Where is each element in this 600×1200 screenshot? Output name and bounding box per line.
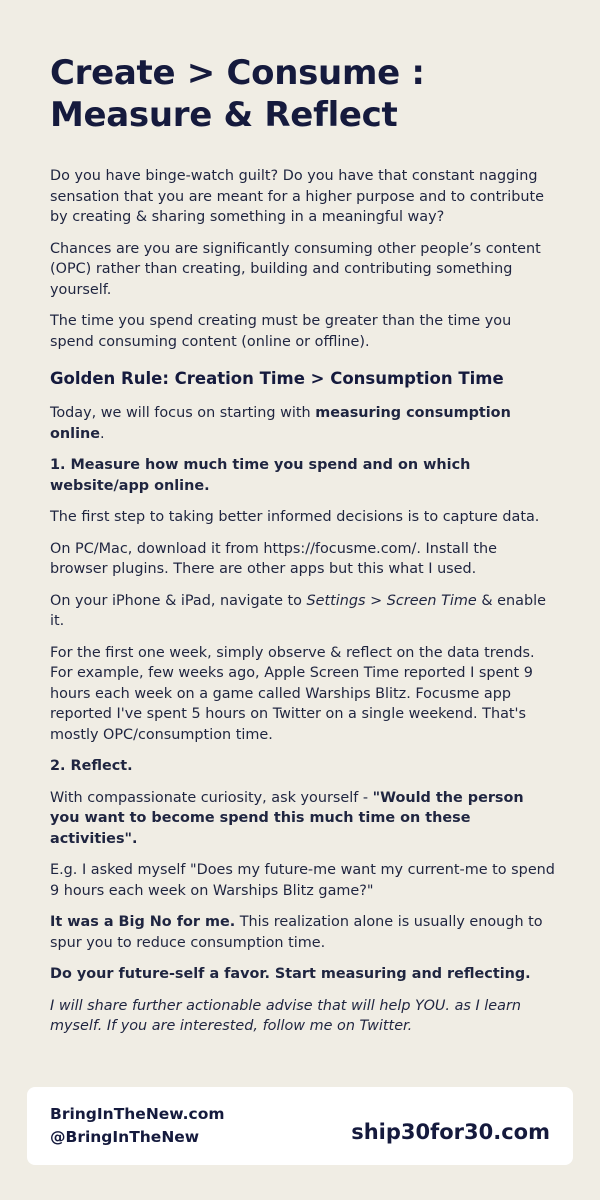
favor-text: Do your future-self a favor. Start measuring and reflecting.: [50, 966, 531, 982]
closing-text: I will share further actionable advise that will help YOU. as I learn myself. If you are interested, follow me on Twitter.: [50, 997, 521, 1034]
pc-mac-paragraph: On PC/Mac, download it from https://focusme.com/. Install the browser plugins. There are other apps but this what I used.: [50, 540, 498, 577]
time-paragraph: The time you spend creating must be greater than the time you spend consuming content (online or offline).: [50, 313, 512, 350]
big-no-text-post: This realization alone is usually enough to spur you to reduce consumption time.: [50, 914, 543, 951]
settings-path: Settings > Screen Time: [306, 592, 477, 609]
iphone-text-pre: On your iPhone & iPad, navigate to: [50, 592, 307, 609]
curiosity-text-pre: With compassionate curiosity, ask yourself -: [50, 789, 373, 806]
focus-text-bold: measuring consumption online: [50, 405, 511, 442]
curiosity-paragraph: [50, 788, 555, 850]
curiosity-question: "Would the person you want to become spend this much time on these activities".: [50, 789, 524, 847]
page-title: [50, 52, 555, 136]
opc-paragraph: Chances are you are significantly consuming other people’s content (OPC) rather than creating, building and contributing something yourself.: [50, 240, 541, 298]
title-line-1: Create > Consume :: [50, 53, 425, 93]
iphone-text-post: & enable it.: [50, 592, 546, 629]
focus-text-pre: Today, we will focus on starting with: [50, 405, 316, 421]
iphone-paragraph: [50, 591, 555, 632]
example-paragraph: E.g. I asked myself "Does my future-me want my current-me to spend 9 hours each week on Warships Blitz game?": [50, 862, 555, 899]
article: [50, 52, 555, 1048]
step-1-heading-text: 1. Measure how much time you spend and on which website/app online.: [50, 457, 471, 494]
footer-card: [27, 1087, 573, 1165]
big-no-bold: It was a Big No for me.: [50, 914, 236, 930]
step-2-heading: [50, 756, 555, 777]
favor-paragraph: [50, 964, 555, 985]
footer-author: [50, 1103, 225, 1149]
footer-brand[interactable]: ship30for30.com: [351, 1120, 550, 1144]
footer-site-link[interactable]: BringInTheNew.com: [50, 1105, 225, 1123]
step-1-heading: [50, 455, 555, 496]
golden-rule-heading: Golden Rule: Creation Time > Consumption Time: [50, 369, 504, 388]
footer-twitter-handle[interactable]: @BringInTheNew: [50, 1128, 200, 1146]
intro-paragraph: Do you have binge-watch guilt? Do you have that constant nagging sensation that you are meant for a higher purpose and to contribute by creating & sharing something in a meaningful way?: [50, 168, 544, 225]
capture-data-paragraph: The first step to taking better informed decisions is to capture data.: [50, 509, 540, 525]
focus-paragraph: [50, 403, 555, 444]
title-line-2: Measure & Reflect: [50, 95, 398, 135]
closing-paragraph: [50, 996, 555, 1037]
observe-paragraph: For the first one week, simply observe & reflect on the data trends. For example, few weeks ago, Apple Screen Time reported I spent 9 hours each week on a game called Warships Blitz. Focusme app reported I've spent 5 hours on Twitter on a single weekend. That's mostly OPC/consumption time.: [50, 644, 535, 743]
big-no-paragraph: [50, 912, 555, 953]
focus-text-post: .: [100, 425, 105, 442]
step-2-heading-text: 2. Reflect.: [50, 758, 133, 774]
